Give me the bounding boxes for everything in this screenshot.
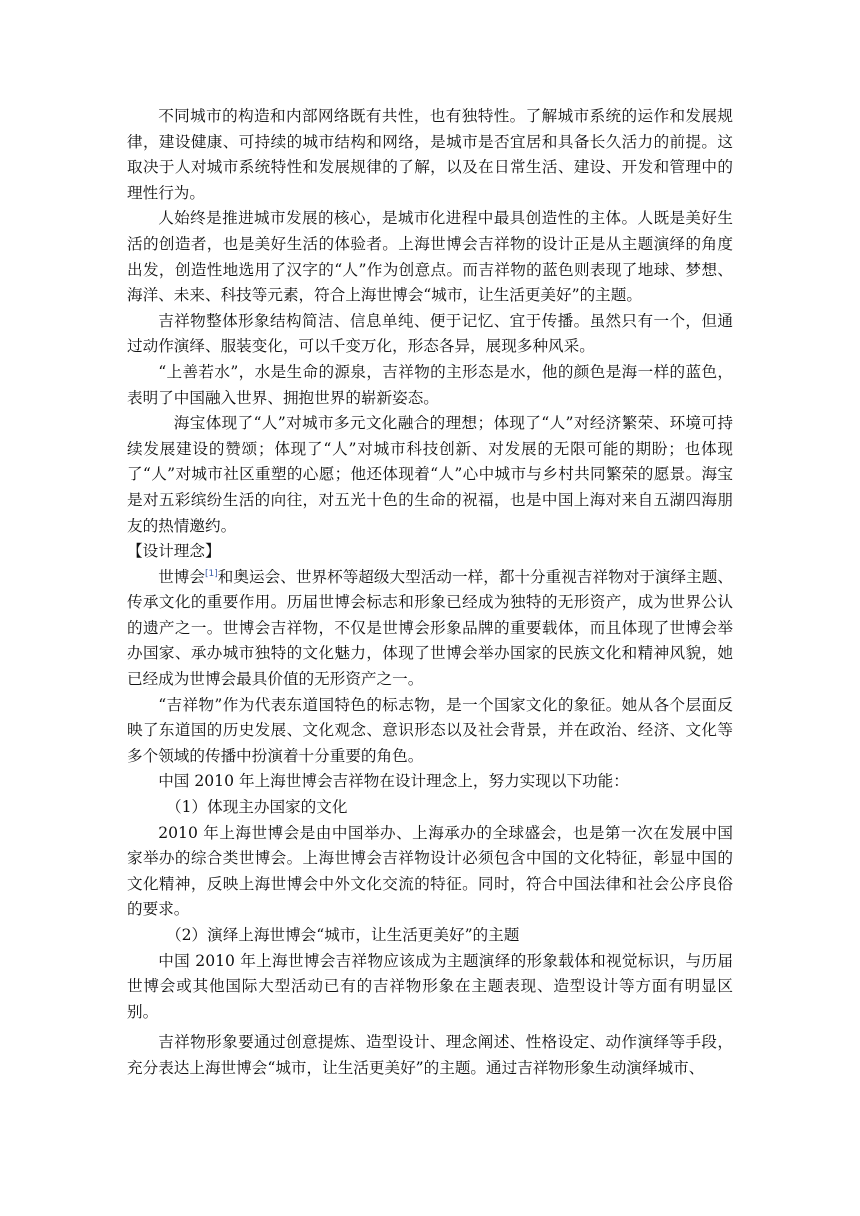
paragraph-mascot-symbol: “吉祥物”作为代表东道国特色的标志物，是一个国家文化的象征。她从各个层面反映了东道国的历史发展、文化观念、意识形态以及社会背景，并在政治、经济、文化等多个领域的传播中扮演着十分重要的角色。 bbox=[127, 695, 733, 765]
paragraph-host-culture: 2010 年上海世博会是由中国举办、上海承办的全球盛会，也是第一次在发展中国家举办的综合类世博会。上海世博会吉祥物设计必须包含中国的文化特征，彰显中国的文化精神，反映上海世博会中外文化交流的特征。同时，符合中国法律和社会公序良俗的要求。 bbox=[127, 823, 733, 919]
section-heading-design-concept: 【设计理念】 bbox=[127, 542, 221, 561]
paragraph-theme-expression: 吉祥物形象要通过创意提炼、造型设计、理念阐述、性格设定、动作演绎等手段，充分表达上海世博会“城市，让生活更美好”的主题。通过吉祥物形象生动演绎城市、 bbox=[127, 1033, 733, 1077]
paragraph-mascot-image: 吉祥物整体形象结构简洁、信息单纯、便于记忆、宜于传播。虽然只有一个，但通过动作演绎、服装变化，可以千变万化，形态各异，展现多种风采。 bbox=[127, 311, 733, 356]
subheading-host-culture: （1）体现主办国家的文化 bbox=[166, 798, 348, 817]
paragraph-city-structure: 不同城市的构造和内部网络既有共性，也有独特性。了解城市系统的运作和发展规律，建设健康、可持续的城市结构和网络，是城市是否宜居和具备长久活力的前提。这取决于人对城市系统特性和发展规律的了解，以及在日常生活、建设、开发和管理中的理性行为。 bbox=[127, 107, 733, 202]
paragraph-haibao: 海宝体现了“人”对城市多元文化融合的理想；体现了“人”对经济繁荣、环境可持续发展建设的赞颂；体现了“人”对城市科技创新、对发展的无限可能的期盼；也体现了“人”对城市社区重塑的心愿；他还体现着“人”心中城市与乡村共同繁荣的愿景。海宝是对五彩缤纷生活的向往，对五光十色的生命的祝福，也是中国上海对来自五湖四海朋友的热情邀约。 bbox=[127, 414, 733, 535]
paragraph-theme-carrier: 中国 2010 年上海世博会吉祥物应该成为主题演绎的形象载体和视觉标识，与历届世博会或其他国际大型活动已有的吉祥物形象在主题表现、造型设计等方面有明显区别。 bbox=[127, 951, 733, 1021]
document-body bbox=[127, 104, 733, 1082]
paragraph-expo-rest: 和奥运会、世界杯等超级大型活动一样，都十分重视吉祥物对于演绎主题、传承文化的重要作用。历届世博会标志和形象已经成为独特的无形资产，成为世界公认的遗产之一。世博会吉祥物，不仅是世博会形象品牌的重要载体，而且体现了世博会举办国家、承办城市独特的文化魅力，体现了世博会举办国家的民族文化和精神风貌，她已经成为世博会最具价值的无形资产之一。 bbox=[127, 567, 733, 689]
paragraph-expo-mascot bbox=[127, 565, 733, 693]
subheading-theme: （2）演绎上海世博会“城市，让生活更美好”的主题 bbox=[166, 926, 520, 944]
footnote-reference-link[interactable]: [1] bbox=[205, 568, 218, 579]
paragraph-expo-lead: 世博会 bbox=[158, 567, 206, 586]
paragraph-functions-intro: 中国 2010 年上海世博会吉祥物在设计理念上，努力实现以下功能： bbox=[158, 772, 629, 791]
paragraph-people-core: 人始终是推进城市发展的核心，是城市化进程中最具创造性的主体。人既是美好生活的创造者，也是美好生活的体验者。上海世博会吉祥物的设计正是从主题演绎的角度出发，创造性地选用了汉字的“人”作为创意点。而吉祥物的蓝色则表现了地球、梦想、海洋、未来、科技等元素，符合上海世博会“城市，让生活更美好”的主题。 bbox=[127, 209, 733, 305]
paragraph-water: “上善若水”，水是生命的源泉，吉祥物的主形态是水，他的颜色是海一样的蓝色，表明了中国融入世界、拥抱世界的崭新姿态。 bbox=[127, 362, 733, 407]
